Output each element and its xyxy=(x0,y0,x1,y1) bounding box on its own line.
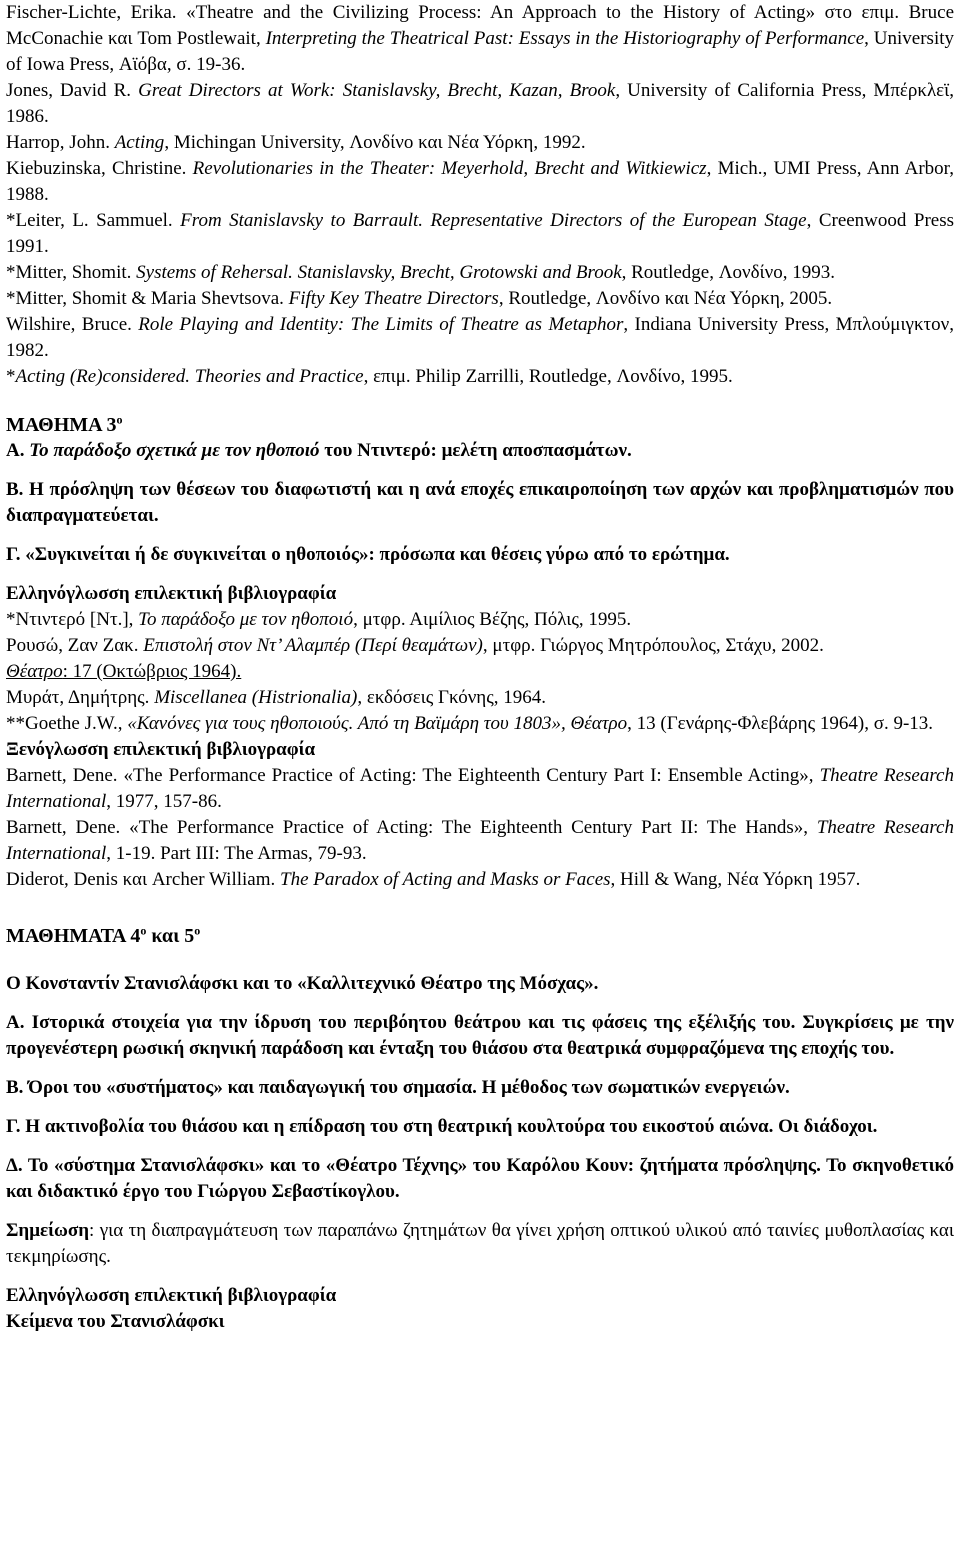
ref-entry: Fischer-Lichte, Erika. «Theatre and the Civilizing Process: An Approach to the History of Acting» στο επιμ. Bruce McConachie και Tom Postlewait, Interpreting the Theatrical Past: Essays in the Historiography of Performance, University of Iowa Press, Αϊόβα, σ. 19-36. xyxy=(6,2,954,75)
ref-entry: Θέατρο: 17 (Οκτώβριος 1964). xyxy=(6,661,242,682)
document-page xyxy=(6,0,954,1335)
ref-entry: Barnett, Dene. «The Performance Practice of Acting: The Eighteenth Century Part II: The Hands», Theatre Research International, 1-19. Part III: The Armas, 79-93. xyxy=(6,817,954,864)
note: Σημείωση: για τη διαπραγμάτευση των παραπάνω ζητημάτων θα γίνει χρήση οπτικού υλικού από ταινίες μυθοπλασίας και τεκμηρίωσης. xyxy=(6,1220,954,1267)
lesson-4-5-point-b: Β. Όροι του «συστήματος» και παιδαγωγική του σημασία. Η μέθοδος των σωματικών ενεργειών. xyxy=(6,1077,790,1098)
lesson-4-5-point-d: Δ. Το «σύστημα Στανισλάφσκι» και το «Θέατρο Τέχνης» του Καρόλου Κουν: ζητήματα πρόσληψης. Το σκηνοθετικό και διδακτικό έργο του Γιώργου Σεβαστίκογλου. xyxy=(6,1155,954,1202)
ref-entry: Μυράτ, Δημήτρης. Miscellanea (Histrionalia), εκδόσεις Γκόνης, 1964. xyxy=(6,687,546,708)
lesson-4-5-point-a: Α. Ιστορικά στοιχεία για την ίδρυση του περιβόητου θεάτρου και τις φάσεις της εξέλιξής του. Συγκρίσεις με την προγενέστερη ρωσική σκηνική παράδοση και ένταξη του θιάσου στα θεατρικά συμφραζόμενα της εποχής του. xyxy=(6,1012,954,1059)
bibliography-list-1 xyxy=(6,0,954,390)
ref-entry: *Mitter, Shomit. Systems of Rehersal. Stanislavsky, Brecht, Grotowski and Brook, Routledge, Λονδίνο, 1993. xyxy=(6,262,835,283)
lesson-3-point-c: Γ. «Συγκινείται ή δε συγκινείται ο ηθοποιός»: πρόσωπα και θέσεις γύρω από το ερώτημα. xyxy=(6,544,730,565)
ref-entry: **Goethe J.W., «Κανόνες για τους ηθοποιούς. Από τη Βαϊμάρη του 1803», Θέατρο, 13 (Γενάρης-Φλεβάρης 1964), σ. 9-13. xyxy=(6,713,934,734)
ref-entry: Wilshire, Bruce. Role Playing and Identity: The Limits of Theatre as Metaphor, Indiana University Press, Μπλούμιγκτον, 1982. xyxy=(6,314,954,361)
ref-entry: Harrop, John. Acting, Michingan University, Λονδίνο και Νέα Υόρκη, 1992. xyxy=(6,132,586,153)
foreign-bibliography-title: Ξενόγλωσση επιλεκτική βιβλιογραφία xyxy=(6,739,316,760)
ref-entry: Diderot, Denis και Archer William. The Paradox of Acting and Masks or Faces, Hill & Wang, Νέα Υόρκη 1957. xyxy=(6,869,861,890)
lesson-4-5-point-c: Γ. Η ακτινοβολία του θιάσου και η επίδραση του στη θεατρική κουλτούρα του εικοστού αιώνα. Οι διάδοχοι. xyxy=(6,1116,878,1137)
ref-entry: *Acting (Re)considered. Theories and Practice, επιμ. Philip Zarrilli, Routledge, Λονδίνο, 1995. xyxy=(6,366,733,387)
ref-entry: *Mitter, Shomit & Maria Shevtsova. Fifty Key Theatre Directors, Routledge, Λονδίνο και Νέα Υόρκη, 2005. xyxy=(6,288,833,309)
ref-entry: *Leiter, L. Sammuel. From Stanislavsky to Barrault. Representative Directors of the European Stage, Creenwood Press 1991. xyxy=(6,210,954,257)
stanislavsky-texts-label: Κείμενα του Στανισλάφσκι xyxy=(6,1311,225,1332)
ref-entry: Jones, David R. Great Directors at Work: Stanislavsky, Brecht, Kazan, Brook, University of California Press, Μπέρκλεϊ, 1986. xyxy=(6,80,954,127)
lesson-3-point-b: Β. Η πρόσληψη των θέσεων του διαφωτιστή και η ανά εποχές επικαιροποίηση των αρχών και προβληματισμών που διαπραγματεύεται. xyxy=(6,479,954,526)
ref-entry: Barnett, Dene. «The Performance Practice of Acting: The Eighteenth Century Part I: Ensemble Acting», Theatre Research International, 1977, 157-86. xyxy=(6,765,954,812)
ref-entry: Ρουσώ, Ζαν Ζακ. Επιστολή στον Ντ’ Αλαμπέρ (Περί θεαμάτων), μτφρ. Γιώργος Μητρόπουλος, Στάχυ, 2002. xyxy=(6,635,824,656)
ref-entry: Kiebuzinska, Christine. Revolutionaries in the Theater: Meyerhold, Brecht and Witkiewicz, Mich., UMI Press, Ann Arbor, 1988. xyxy=(6,158,955,205)
ref-entry: *Ντιντερό [Ντ.], Το παράδοξο με τον ηθοποιό, μτφρ. Αιμίλιος Βέζης, Πόλις, 1995. xyxy=(6,609,632,630)
greek-bibliography-title-2: Ελληνόγλωσση επιλεκτική βιβλιογραφία xyxy=(6,1285,337,1306)
lesson-3-heading: ΜΑΘΗΜΑ $3^o$ xyxy=(6,412,123,436)
lesson-4-5-subtitle: Ο Κονσταντίν Στανισλάφσκι και το «Καλλιτεχνικό Θέατρο της Μόσχας». xyxy=(6,973,599,994)
lesson-4-5-heading: ΜΑΘΗΜΑΤΑ $4^o$ και $5^o$ xyxy=(6,923,201,947)
greek-bibliography-title: Ελληνόγλωσση επιλεκτική βιβλιογραφία xyxy=(6,583,337,604)
lesson-3-point-a: Α. Το παράδοξο σχετικά με τον ηθοποιό του Ντιντερό: μελέτη αποσπασμάτων. xyxy=(6,440,632,461)
